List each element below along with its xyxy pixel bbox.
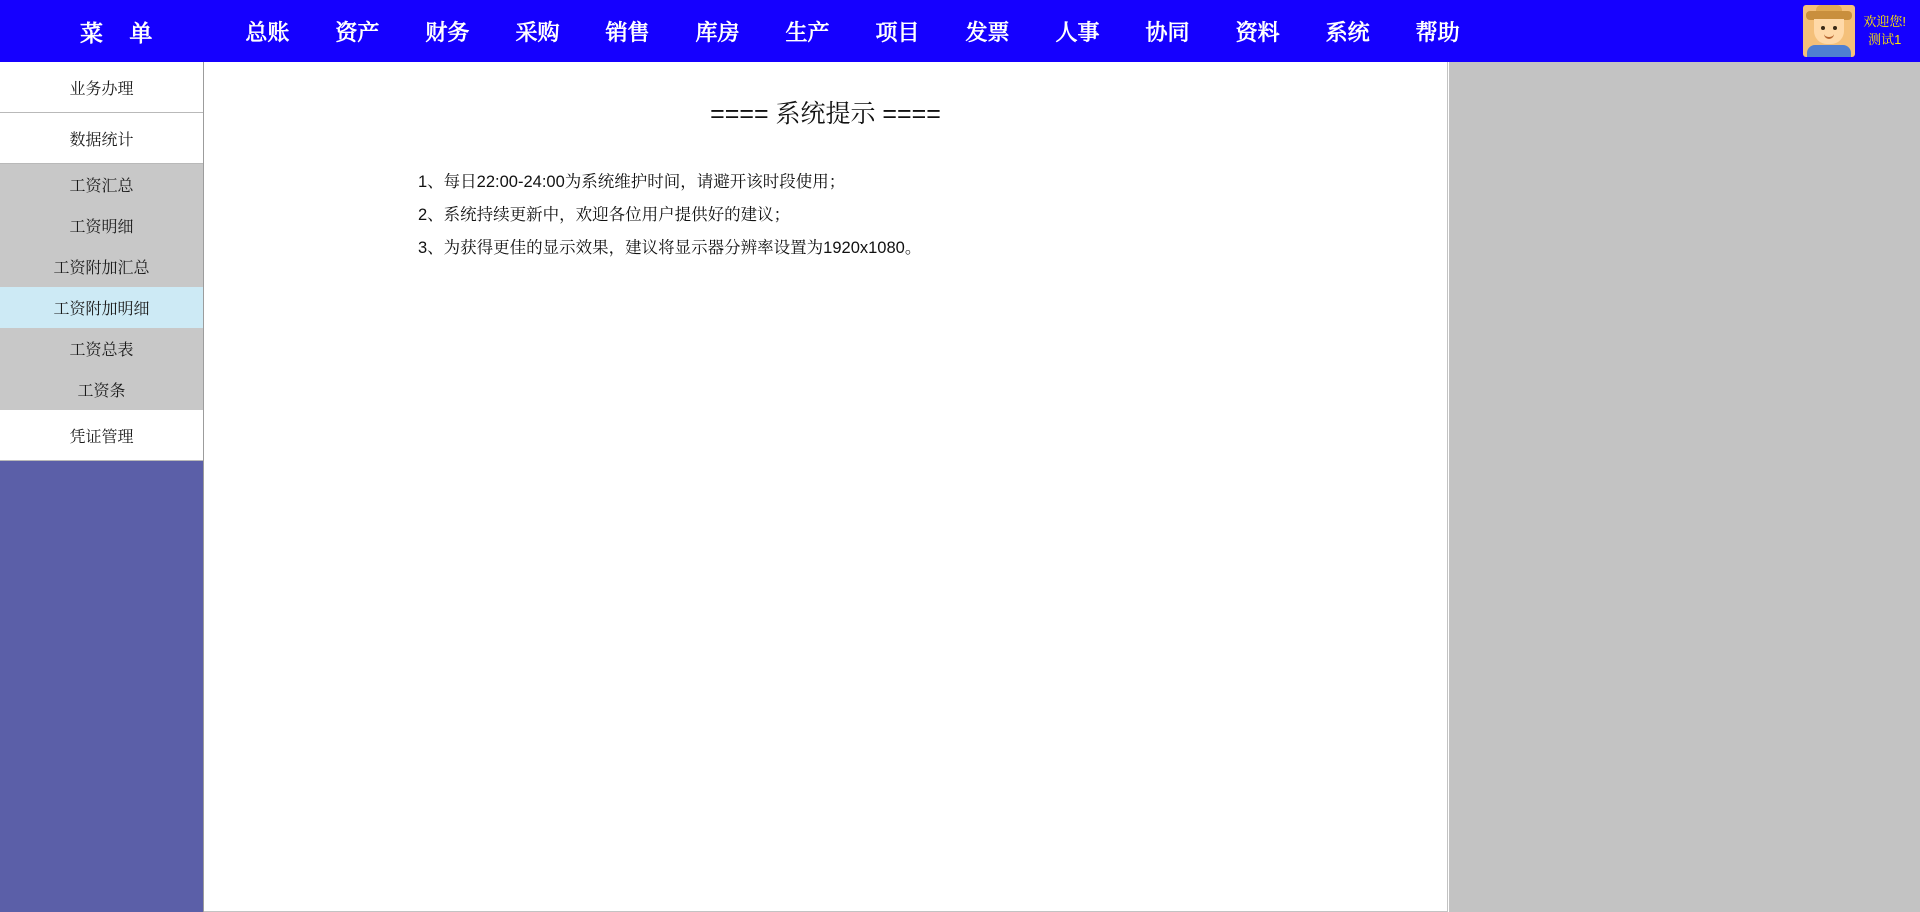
system-notice-list <box>204 166 1447 265</box>
sidebar-group-business[interactable]: 业务办理 <box>0 62 203 113</box>
right-gutter <box>1449 62 1920 912</box>
user-greeting: 欢迎您! <box>1863 14 1906 30</box>
system-notice-title: ==== 系统提示 ==== <box>710 100 941 128</box>
nav-item-sales[interactable]: 销售 <box>605 19 650 45</box>
nav-item-projects[interactable]: 项目 <box>875 19 920 45</box>
sidebar-item-salary-detail[interactable]: 工资明细 <box>0 205 203 246</box>
nav-item-invoices[interactable]: 发票 <box>965 19 1010 45</box>
nav-item-data[interactable]: 资料 <box>1235 19 1280 45</box>
nav-item-warehouse[interactable]: 库房 <box>695 19 740 45</box>
nav-item-system[interactable]: 系统 <box>1325 19 1370 45</box>
sidebar-item-salary-extra-summary[interactable]: 工资附加汇总 <box>0 246 203 287</box>
nav-item-purchasing[interactable]: 采购 <box>515 19 560 45</box>
sidebar-item-payslip[interactable]: 工资条 <box>0 369 203 410</box>
sidebar-group-statistics[interactable]: 数据统计 <box>0 113 203 164</box>
nav-item-assets[interactable]: 资产 <box>335 19 380 45</box>
notice-item: 2、系统持续更新中，欢迎各位用户提供好的建议； <box>418 206 791 224</box>
notice-item: 3、为获得更佳的显示效果，建议将显示器分辨率设置为1920x1080。 <box>418 239 922 257</box>
user-area <box>1803 5 1920 57</box>
nav-item-finance[interactable]: 财务 <box>425 19 470 45</box>
nav-item-help[interactable]: 帮助 <box>1415 19 1460 45</box>
menu-button[interactable]: 菜 单 <box>80 19 163 46</box>
avatar-face <box>1814 19 1844 44</box>
sidebar-item-salary-summary[interactable]: 工资汇总 <box>0 164 203 205</box>
nav-item-production[interactable]: 生产 <box>785 19 830 45</box>
nav-item-collaboration[interactable]: 协同 <box>1145 19 1190 45</box>
user-name: 测试1 <box>1868 32 1902 47</box>
sidebar-item-salary-extra-detail[interactable]: 工资附加明细 <box>0 287 203 328</box>
sidebar-item-salary-master-table[interactable]: 工资总表 <box>0 328 203 369</box>
top-navigation-bar <box>0 0 1920 62</box>
nav-item-general-ledger[interactable]: 总账 <box>245 19 290 45</box>
nav-item-hr[interactable]: 人事 <box>1055 19 1100 45</box>
sidebar-group-voucher-management[interactable]: 凭证管理 <box>0 410 203 461</box>
user-avatar-icon[interactable] <box>1803 5 1855 57</box>
avatar-body <box>1807 45 1851 57</box>
sidebar <box>0 62 204 912</box>
user-greeting-block <box>1863 13 1906 48</box>
nav-item-list <box>222 16 1803 47</box>
notice-item: 1、每日22:00-24:00为系统维护时间，请避开该时段使用； <box>418 173 846 191</box>
main-content <box>204 62 1448 912</box>
